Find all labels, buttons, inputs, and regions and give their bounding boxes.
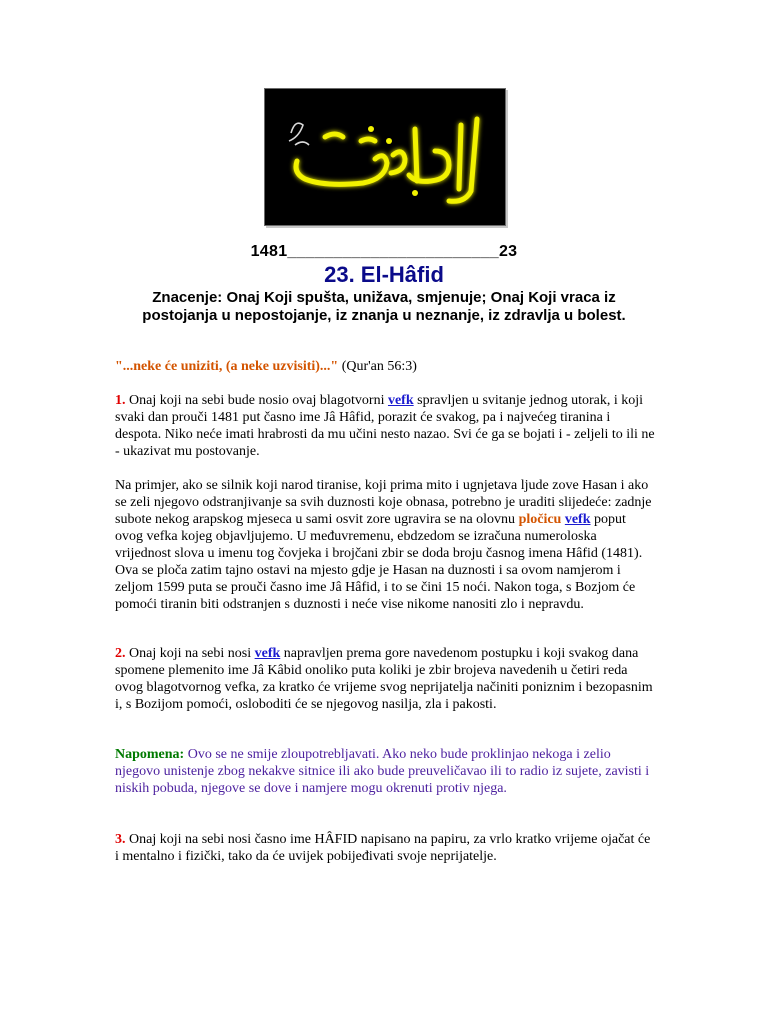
page-title: 23. El-Hâfid	[324, 262, 444, 287]
note-label: Napomena:	[115, 747, 185, 762]
paragraph-text: poput ovog vefka kojeg objavljujemo. U međuvremenu, ebdzedom se izračuna numeroloska vrijednost slova u imenu tog čovjeka i brojčani zbir se doda broju časnog imena Hâfid (1481). Ova se ploča zatim tajno ostavi na mjesto gdje je Hasan na duznosti i sa ovom namjerom i zeljom 1599 puta se prouči časno ime Jâ Hâfid, i to se čini 15 noći. Nakon toga, s Bozjom će pomoći tiranin biti odstranjen s duznosti i neće vise nikome nanositi zlo i nepravdu.	[115, 512, 643, 612]
paragraph-text: Onaj koji na sebi nosi časno ime HÂFID napisano na papiru, za vrlo kratko vrijeme ojačat će i mentalno i fizički, tako da će uvijek pobijeđivati svoje neprijatelje.	[115, 832, 651, 864]
note-paragraph	[115, 746, 655, 797]
paragraph-text: napravljen prema gore navedenom postupku i koji svakog dana spomene plemenito ime Jâ Kâbid onoliko puta koliki je zbir brojeva navedenih u četiri reda ovog blagotvornog vefka, za kratko će vrijeme svog neprijatelja načiniti poniznim i bezopasnim i, s Bozijom pomoći, osloboditi će se njegovog nasilja, zla i pakosti.	[115, 646, 653, 712]
paragraph-3	[115, 645, 655, 713]
paragraph-text: spravljen u svitanje jednog utorak, i koji svaki dan prouči 1481 put časno ime Jâ Hâfid, porazit će svakog, pa i najvećeg tiranina i despota. Niko neće imati hrabrosti da mu učini nesto nazao. Svi će ga se bojati i - zeljeli to ili ne - ukazivat mu postovanje.	[115, 393, 655, 459]
paragraph-text: Na primjer, ako se silnik koji narod tiranise, koji prima mito i ugnjetava ljude zove Hasan i ako se zeli njegovo odstranjivanje sa svih duznosti koje obnasa, potrebno je uraditi slijedeće: zadnje subote nekog arapskog mjeseca u sami osvit zore ugravira se na olovnu	[115, 478, 652, 527]
number-line	[0, 243, 768, 261]
total-count: 1481	[250, 243, 288, 260]
paragraph-text: Onaj koji na sebi nosi	[129, 646, 255, 661]
highlight-word: pločicu	[518, 512, 562, 527]
item-number: 1.	[115, 393, 126, 408]
item-number: 3.	[115, 832, 126, 847]
note-text: Ovo se ne smije zloupotrebljavati. Ako neko bude proklinjao nekoga i zelio njegovo unistenje zbog nekakve sitnice ili ako bude preuveličavao ili to radio iz sujete, zavisti i niskih pobuda, njegove se dove i namjere mogu okrenuti protiv njega.	[115, 747, 650, 796]
divider-underline: _______________________	[287, 243, 499, 260]
al-hafid-calligraphy-image	[264, 88, 506, 226]
name-ordinal: 23	[498, 243, 518, 260]
vefk-link[interactable]: vefk	[254, 646, 281, 661]
paragraph-4	[115, 831, 655, 865]
quote-reference: (Qur'an 56:3)	[341, 359, 417, 374]
item-number: 2.	[115, 646, 126, 661]
vefk-link[interactable]: vefk	[564, 512, 591, 527]
paragraph-text: Onaj koji na sebi bude nosio ovaj blagotvorni	[129, 393, 388, 408]
paragraph-1	[115, 392, 655, 460]
vefk-link[interactable]: vefk	[387, 393, 414, 408]
quote-text: "...neke će uniziti, (a neke uzvisiti)..."	[115, 359, 339, 374]
meaning-text: Znacenje: Onaj Koji spušta, unižava, smjenuje; Onaj Koji vraca iz postojanja u nepostojanje, iz znanja u neznanje, iz zdravlja u bolest.	[142, 289, 626, 324]
paragraph-2	[115, 477, 655, 613]
quran-quote	[115, 358, 655, 375]
